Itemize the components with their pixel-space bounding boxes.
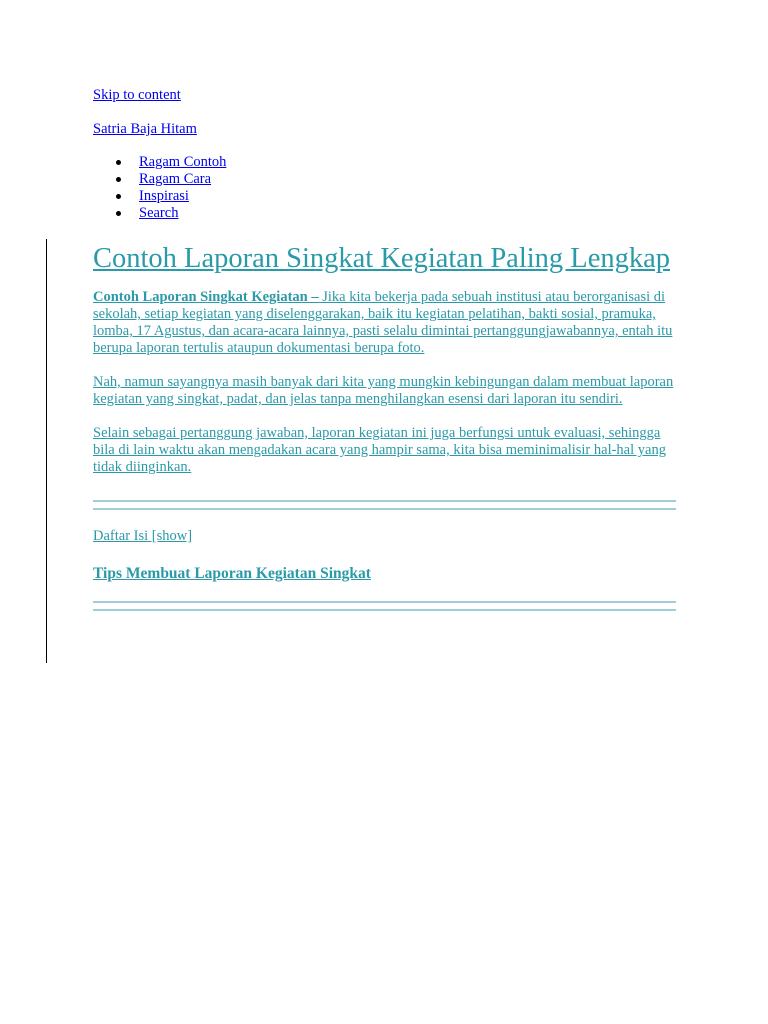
bullet-icon — [116, 160, 121, 165]
nav-item-search — [93, 205, 226, 222]
article-paragraph-2[interactable]: Nah, namun sayangnya masih banyak dari kita yang mungkin kebingungan dalam membuat laporan kegiatan yang singkat, padat, dan jelas tanpa menghilangkan esensi dari laporan itu sendiri. — [93, 374, 674, 407]
nav-item-ragam-contoh — [93, 154, 226, 171]
article-paragraph-3[interactable]: Selain sebagai pertanggung jawaban, laporan kegiatan ini juga berfungsi untuk evaluasi, sehingga bila di lain waktu akan mengadakan acara yang hampir sama, kita bisa meminimalisir hal-hal yang tidak diinginkan. — [93, 425, 666, 475]
article-lead-text: Contoh Laporan Singkat Kegiatan – — [93, 289, 319, 305]
site-title-link[interactable]: Satria Baja Hitam — [93, 121, 197, 137]
table-of-contents-toggle[interactable]: Daftar Isi [show] — [93, 528, 193, 544]
nav-link-ragam-contoh[interactable]: Ragam Contoh — [139, 154, 227, 170]
bullet-icon — [116, 177, 121, 182]
double-divider — [93, 601, 676, 611]
skip-to-content-link[interactable]: Skip to content — [93, 87, 181, 103]
section-heading[interactable]: Tips Membuat Laporan Kegiatan Singkat — [93, 565, 371, 582]
article-paragraph-1[interactable] — [93, 289, 676, 357]
bullet-icon — [116, 194, 121, 199]
bullet-icon — [116, 211, 121, 216]
article-paragraph-1-text: Jika kita bekerja pada sebuah institusi atau berorganisasi di sekolah, setiap kegiatan yang diselenggarakan, baik itu kegiatan pelatihan, bakti sosial, pramuka, lomba, 17 Agustus, dan acara-acara lainnya, pasti selalu dimintai pertanggungjawabannya, entah itu berupa laporan tertulis ataupun dokumentasi berupa foto. — [93, 289, 673, 356]
nav-link-inspirasi[interactable]: Inspirasi — [139, 188, 189, 204]
article — [93, 241, 676, 611]
nav-item-inspirasi — [93, 188, 226, 205]
margin-vertical-rule — [46, 239, 47, 663]
nav-item-ragam-cara — [93, 171, 226, 188]
nav-link-ragam-cara[interactable]: Ragam Cara — [139, 171, 212, 187]
main-nav — [93, 154, 226, 222]
article-title[interactable]: Contoh Laporan Singkat Kegiatan Paling Lengkap — [93, 243, 670, 274]
nav-link-search[interactable]: Search — [139, 205, 179, 221]
double-divider — [93, 500, 676, 510]
